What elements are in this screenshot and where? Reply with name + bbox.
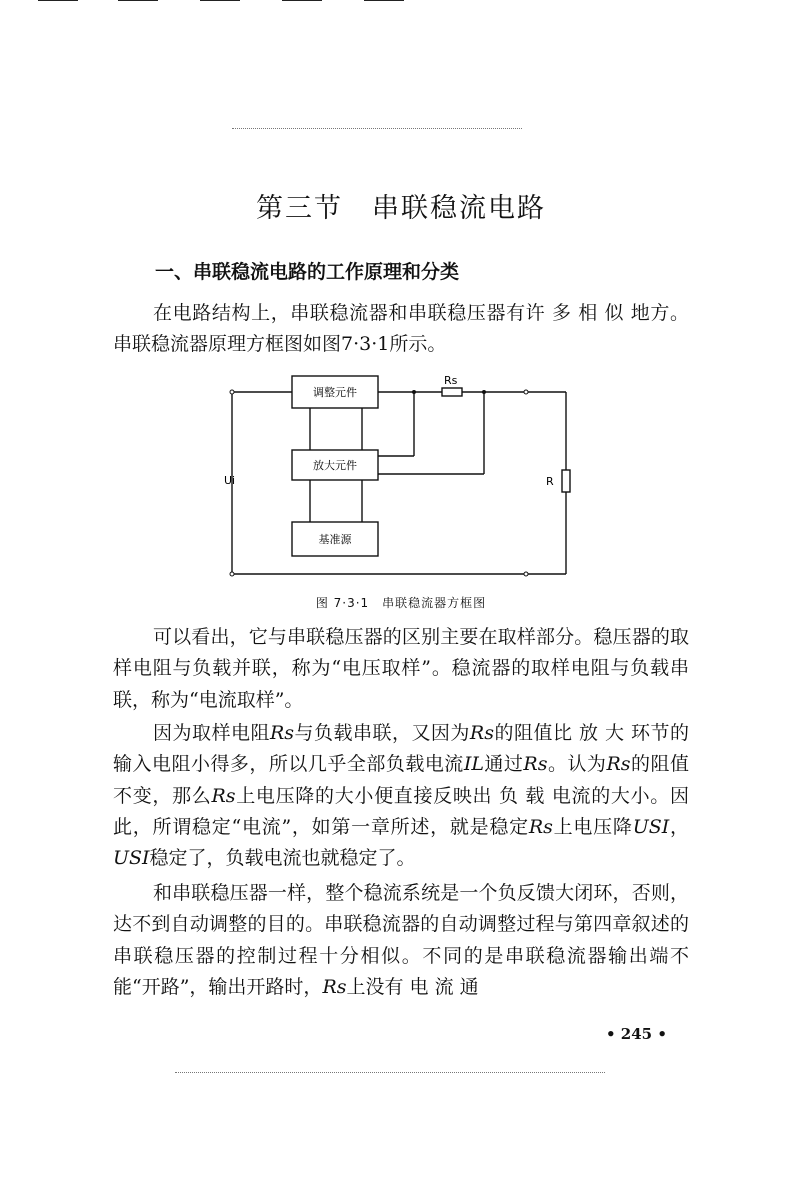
adjust-element-label: 调整元件 — [313, 386, 357, 399]
figure-caption: 图 7·3·1 串联稳流器方框图 — [315, 596, 487, 610]
var-usi: USI — [113, 847, 150, 870]
var-rs: Rs — [269, 722, 295, 744]
ui-label: Ui — [224, 474, 236, 487]
rs-resistor — [442, 388, 462, 396]
var-rs: Rs — [322, 975, 347, 998]
load-resistor — [562, 470, 570, 492]
scan-line — [118, 0, 158, 1]
subheading: 一、串联稳流电路的工作原理和分类 — [155, 261, 460, 283]
section-title: 第三节 串联稳流电路 — [256, 193, 546, 224]
page-number: • 245 • — [606, 1025, 667, 1043]
var-rs: Rs — [606, 753, 631, 776]
scan-dots — [232, 128, 522, 129]
paragraph-3: 因为取样电阻Rs与负载串联，又因为Rs的阻值比 放 大 环节的输入电阻小得多，所以几乎全部负载电流IL通过Rs。认为Rs的阻值不变，那么Rs上电压降的大小便直接反映出 负 载 电流的大小。因此，所谓稳定“电流”，如第一章所述，就是稳定Rs上电压降USI，USI稳定了，负载电流也就稳定了。 — [113, 722, 689, 870]
scan-line — [282, 0, 322, 1]
terminal — [524, 390, 528, 394]
var-usi: USI — [632, 815, 670, 838]
scan-line — [364, 0, 404, 1]
block-diagram — [222, 366, 582, 582]
reference-source-label: 基准源 — [318, 533, 352, 546]
scan-dots — [175, 1072, 605, 1073]
rs-label: Rs — [444, 374, 458, 387]
var-rs: Rs — [469, 722, 494, 744]
r-label: R — [546, 475, 554, 488]
var-rs: Rs — [523, 753, 548, 776]
amplify-element-label: 放大元件 — [313, 459, 357, 472]
paragraph-1: 在电路结构上，串联稳流器和串联稳压器有许 多 相 似 地方。串联稳流器原理方框图如图7·3·1所示。 — [113, 302, 689, 356]
terminal — [524, 572, 528, 576]
var-rs: Rs — [211, 784, 236, 807]
scan-line — [200, 0, 240, 1]
var-il: IL — [463, 753, 484, 776]
terminal — [230, 390, 234, 394]
terminal — [230, 572, 234, 576]
paragraph-2: 可以看出，它与串联稳压器的区别主要在取样部分。稳压器的取样电阻与负载并联，称为“电压取样”。稳流器的取样电阻与负载串联，称为“电流取样”。 — [113, 626, 689, 711]
var-rs: Rs — [528, 815, 553, 838]
scan-line — [38, 0, 78, 1]
paragraph-4: 和串联稳压器一样，整个稳流系统是一个负反馈大闭环，否则，达不到自动调整的目的。串联稳流器的自动调整过程与第四章叙述的串联稳压器的控制过程十分相似。不同的是串联稳流器输出端不能“开路”，输出开路时，Rs上没有 电 流 通 — [113, 882, 689, 998]
